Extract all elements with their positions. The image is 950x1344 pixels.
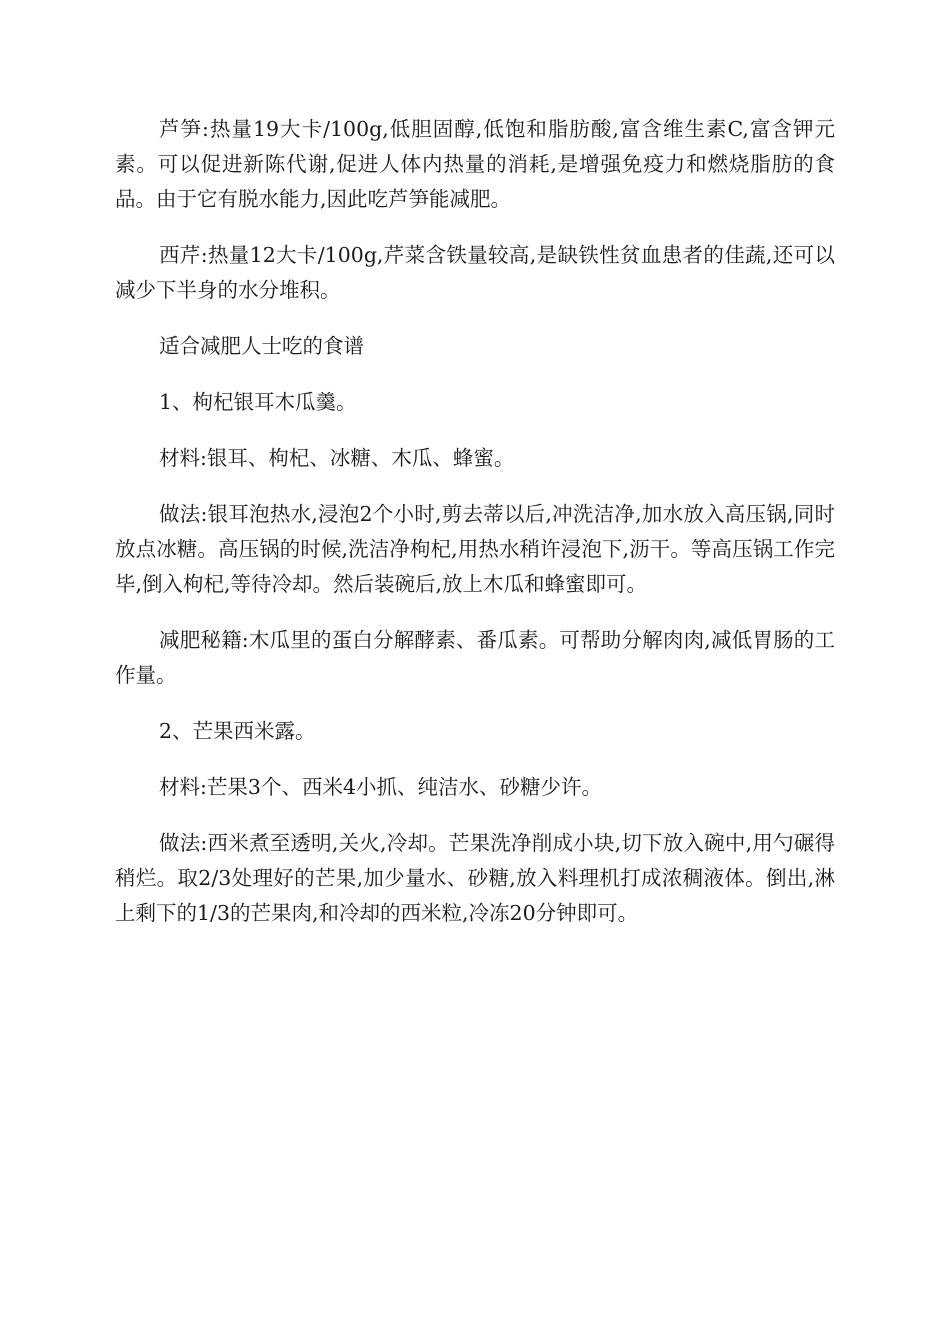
- recipe-2-title: 2、芒果西米露。: [159, 719, 316, 743]
- recipe-1-method: 做法:银耳泡热水,浸泡2个小时,剪去蒂以后,冲洗洁净,加水放入高压锅,同时放点冰糖。高压锅的时候,洗洁净枸杞,用热水稍许浸泡下,沥干。等高压锅工作完毕,倒入枸杞,等待冷却。然后装碗后,放上木瓜和蜂蜜即可。: [115, 502, 835, 596]
- paragraph-celery: 西芹:热量12大卡/100g,芹菜含铁量较高,是缺铁性贫血患者的佳蔬,还可以减少下半身的水分堆积。: [115, 243, 835, 302]
- document-body: [115, 112, 835, 952]
- recipe-2-method: 做法:西米煮至透明,关火,冷却。芒果洗净削成小块,切下放入碗中,用勺碾得稍烂。取2/3处理好的芒果,加少量水、砂糖,放入料理机打成浓稠液体。倒出,淋上剩下的1/3的芒果肉,和冷却的西米粒,冷冻20分钟即可。: [115, 831, 835, 925]
- paragraph-asparagus: 芦笋:热量19大卡/100g,低胆固醇,低饱和脂肪酸,富含维生素C,富含钾元素。可以促进新陈代谢,促进人体内热量的消耗,是增强免疫力和燃烧脂肪的食品。由于它有脱水能力,因此吃芦笋能减肥。: [115, 117, 835, 211]
- section-heading-recipes: 适合减肥人士吃的食谱: [159, 334, 364, 358]
- recipe-2-ingredients: 材料:芒果3个、西米4小抓、纯洁水、砂糖少许。: [159, 775, 602, 799]
- recipe-1-title: 1、枸杞银耳木瓜羹。: [159, 390, 357, 414]
- recipe-1-tip: 减肥秘籍:木瓜里的蛋白分解酵素、番瓜素。可帮助分解肉肉,减低胃肠的工作量。: [115, 628, 835, 687]
- recipe-1-ingredients: 材料:银耳、枸杞、冰糖、木瓜、蜂蜜。: [159, 446, 515, 470]
